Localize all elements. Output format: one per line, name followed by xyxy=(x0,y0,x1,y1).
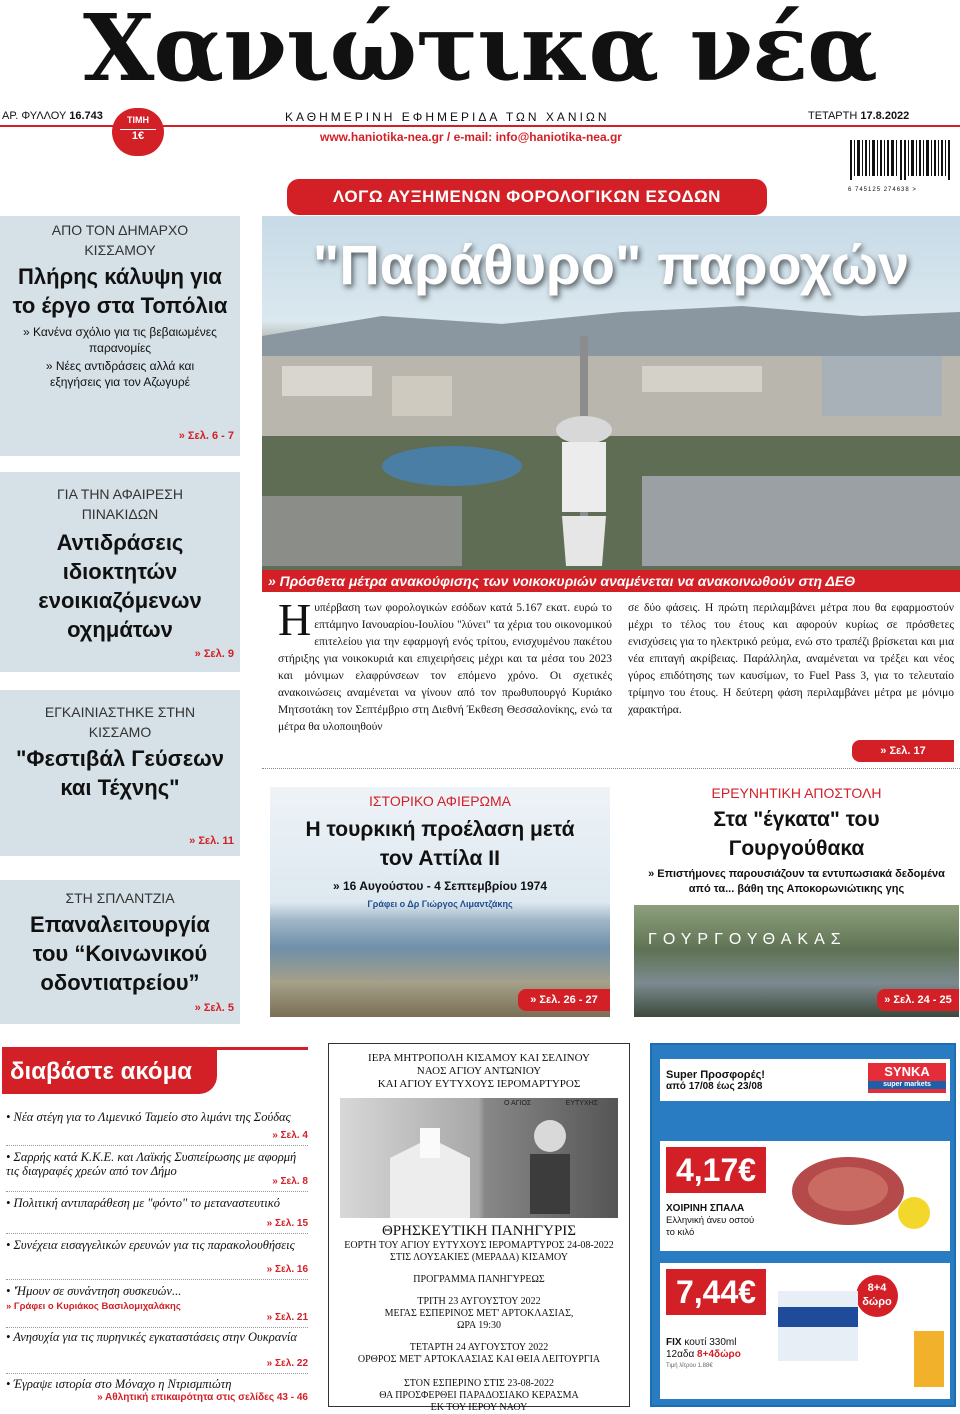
side-headline: Πλήρης κάλυψη για το έργο στα Τοπόλια xyxy=(12,264,228,318)
offer-deal: 8+4δώρο xyxy=(697,1349,741,1360)
expedition-banner: ΓΟΥΡΓΟΥΘΑΚΑΣ xyxy=(648,931,847,948)
more-item-page[interactable]: » Σελ. 21 xyxy=(266,1312,308,1323)
more-item-page[interactable]: » Σελ. 8 xyxy=(272,1176,308,1187)
side-bullet: » Κανένα σχόλιο για τις βεβαιωμένες παρανομίες xyxy=(23,325,217,355)
icon-caption: ΕΥΤΥΧΗΣ xyxy=(565,1100,598,1107)
more-item[interactable] xyxy=(6,1284,308,1328)
side-headline: Αντιδράσεις ιδιοκτητών ενοικιαζόμενων οχημάτων xyxy=(38,530,202,642)
barcode-icon xyxy=(848,140,956,182)
church-line: ΤΕΤΑΡΤΗ 24 ΑΥΓΟΥΣΤΟΥ 2022 xyxy=(409,1342,549,1353)
church-line: ΣΤΙΣ ΛΟΥΣΑΚΙΕΣ (ΜΕΡΑΔΑ) ΚΙΣΑΜΟΥ xyxy=(390,1252,568,1263)
side-story-1[interactable] xyxy=(0,216,240,456)
side-page-ref[interactable]: » Σελ. 9 xyxy=(194,648,234,660)
church-program xyxy=(328,1222,630,1414)
side-story-3[interactable] xyxy=(0,690,240,856)
more-item-text: • Σαρρής κατά Κ.Κ.Ε. και Λαϊκής Συσπείρωσης με αφορμή τις διαγραφές χρεών από τον Δήμο xyxy=(6,1150,297,1178)
side-kicker: ΓΙΑ ΤΗΝ ΑΦΑΙΡΕΣΗ ΠΙΝΑΚΙΔΩΝ xyxy=(56,486,184,522)
more-item-text: • Νέα στέγη για το Λιμενικό Ταμείο στο λιμάνι της Σούδας xyxy=(6,1110,291,1124)
history-kicker: ΙΣΤΟΡΙΚΟ ΑΦΙΕΡΩΜΑ xyxy=(368,793,511,809)
lead-text-col1 xyxy=(278,594,612,750)
more-item-page[interactable]: » Σελ. 4 xyxy=(272,1130,308,1141)
more-item-page[interactable]: » Σελ. 22 xyxy=(266,1358,308,1369)
history-dates: » 16 Αυγούστου - 4 Σεπτεμβρίου 1974 xyxy=(332,879,547,893)
pork-shoulder-icon xyxy=(788,1151,938,1241)
church-title: ΘΡΗΣΚΕΥΤΙΚΗ ΠΑΝΗΓΥΡΙΣ xyxy=(381,1223,577,1239)
more-item[interactable] xyxy=(6,1196,308,1234)
synka-ad xyxy=(650,1043,956,1407)
offer-pack: 12αδα xyxy=(666,1349,695,1360)
barcode xyxy=(848,140,956,194)
church-line: ΣΤΟΝ ΕΣΠΕΡΙΝΟ ΣΤΙΣ 23-08-2022 xyxy=(403,1378,555,1389)
issue-number: ΑΡ. ΦΥΛΛΟΥ 16.743 xyxy=(2,110,103,122)
offer-desc: κουτί 330ml xyxy=(684,1337,737,1348)
expedition-kicker: ΕΡΕΥΝΗΤΙΚΗ ΑΠΟΣΤΟΛΗ xyxy=(711,785,882,801)
side-headline: "Φεστιβάλ Γεύσεων και Τέχνης" xyxy=(16,746,224,800)
expedition-photo xyxy=(634,905,959,1017)
more-item[interactable] xyxy=(6,1377,308,1407)
offer-2 xyxy=(660,1263,950,1399)
offer-1 xyxy=(660,1141,950,1251)
tagline: ΚΑΘΗΜΕΡΙΝΗ ΕΦΗΜΕΡΙΔΑ ΤΩΝ ΧΑΝΙΩΝ xyxy=(285,110,610,124)
website-line[interactable]: www.haniotika-nea.gr / e-mail: info@haniotika-nea.gr xyxy=(320,130,622,144)
offer-fine: Τιμή λίτρου 1.88€ xyxy=(666,1363,713,1369)
church-line: ΟΡΘΡΟΣ ΜΕΤ' ΑΡΤΟΚΛΑΣΙΑΣ ΚΑΙ ΘΕΙΑ ΛΕΙΤΟΥΡΓΙΑ xyxy=(357,1354,601,1365)
side-page-ref[interactable]: » Σελ. 5 xyxy=(194,1002,234,1014)
church-line: ΚΑΙ ΑΓΙΟΥ ΕΥΤΥΧΟΥΣ ΙΕΡΟΜΑΡΤΥΡΟΣ xyxy=(377,1078,581,1090)
side-story-4[interactable] xyxy=(0,880,240,1024)
offer-name: FIX xyxy=(666,1337,682,1348)
divider xyxy=(262,768,960,769)
lead-page-ref[interactable]: » Σελ. 17 xyxy=(852,740,954,762)
side-page-ref[interactable]: » Σελ. 11 xyxy=(189,835,234,847)
side-kicker: ΕΓΚΑΙΝΙΑΣΤΗΚΕ ΣΤΗΝ ΚΙΣΣΑΜΟ xyxy=(44,704,196,740)
church-line: ΙΕΡΑ ΜΗΤΡΟΠΟΛΗ ΚΙΣΑΜΟΥ ΚΑΙ ΣΕΛΙΝΟΥ xyxy=(368,1052,590,1064)
lead-body-1: υπέρβαση των φορολογικών εσόδων κατά 5.167 εκατ. ευρώ το επτάμηνο Ιανουαρίου-Ιουλίου "λύνει" τα χέρια του οικονομικού επιτελείου για την εφαρμογή ενός τρίτου, ενισχυμένου πακέτου στήριξης για νοικοκυριά και επιχειρήσεις μέχρι και τα μέσα του 2023 και μόνιμων ελαφρύνσεων τον επόμενο χρόνο. Οι σχετικές ανακοινώσεις αναμένεται να γίνουν από τον πρωθυπουργό Κυριάκο Μητσοτάκη τον Σεπτέμβριο στη Διεθνή Έκθεση Θεσσαλονίκης, ενώ τα μέτρα θα υλοποιηθούν xyxy=(278,602,612,733)
side-bullet: » Νέες αντιδράσεις αλλά και εξηγήσεις για τον Αζωγυρέ xyxy=(45,359,195,389)
more-item-author: » Γράφει ο Κυριάκος Βασιλομιχαλάκης xyxy=(6,1301,181,1312)
side-page-ref[interactable]: » Σελ. 6 - 7 xyxy=(178,430,234,442)
masthead-rule xyxy=(0,125,960,127)
more-item-page[interactable]: » Αθλητική επικαιρότητα στις σελίδες 43 - 46 xyxy=(97,1392,308,1403)
church-line: ΕΟΡΤΗ ΤΟΥ ΑΓΙΟΥ ΕΥΤΥΧΟΥΣ ΙΕΡΟΜΑΡΤΥΡΟΣ 24-08-2022 xyxy=(344,1240,614,1251)
lead-subheadline: » Πρόσθετα μέτρα ανακούφισης των νοικοκυριών αναμένεται να ανακοινωθούν στη ΔΕΘ xyxy=(262,570,960,592)
expedition-sub: » Επιστήμονες παρουσιάζουν τα εντυπωσιακά δεδομένα από τα... βάθη της Αποκορωνιώτικης γης xyxy=(648,868,945,895)
more-item-page[interactable]: » Σελ. 15 xyxy=(266,1218,308,1229)
synka-period: από 17/08 έως 23/08 xyxy=(666,1081,763,1092)
side-kicker: ΑΠΟ ΤΟΝ ΔΗΜΑΡΧΟ ΚΙΣΣΑΜΟΥ xyxy=(51,222,189,258)
issue-date: ΤΕΤΑΡΤΗ 17.8.2022 xyxy=(808,110,910,122)
more-item[interactable] xyxy=(6,1238,308,1280)
church-line: ΩΡΑ 19:30 xyxy=(456,1320,502,1331)
lead-headline: "Παράθυρο" παροχών xyxy=(312,233,910,296)
offer-desc: Ελληνική άνευ οστού xyxy=(666,1215,755,1226)
more-item-page[interactable]: » Σελ. 16 xyxy=(266,1264,308,1275)
beer-pack-icon xyxy=(778,1271,948,1391)
more-title: διαβάστε ακόμα xyxy=(2,1050,217,1094)
masthead-title: Χανιώτικα νέα xyxy=(83,0,877,102)
church-icon xyxy=(340,1098,618,1218)
more-item-text: • Ανησυχία για τις πυρηνικές εγκαταστάσεις στην Ουκρανία xyxy=(6,1330,297,1344)
history-page-ref[interactable]: » Σελ. 26 - 27 xyxy=(518,989,610,1011)
offer-price: 7,44€ xyxy=(666,1269,766,1315)
drop-cap: Η xyxy=(278,594,312,645)
more-item-text: • 'Ήμουν σε συνάντηση συσκευών... xyxy=(6,1284,182,1298)
church-line: ΠΡΟΓΡΑΜΜΑ ΠΑΝΗΓΥΡΕΩΣ xyxy=(413,1274,545,1285)
expedition-headline: Στα "έγκατα" του Γουργούθακα xyxy=(713,808,880,860)
history-headline: Η τουρκική προέλαση μετά τον Αττίλα ΙΙ xyxy=(305,818,575,870)
lead-kicker: ΛΟΓΩ ΑΥΞΗΜΕΝΩΝ ΦΟΡΟΛΟΓΙΚΩΝ ΕΣΟΔΩΝ xyxy=(287,179,767,215)
church-image xyxy=(340,1098,618,1218)
church-line: ΕΚ ΤΟΥ ΙΕΡΟΥ ΝΑΟΥ xyxy=(430,1402,528,1413)
synka-title: Super Προσφορές! xyxy=(666,1069,765,1081)
church-line: ΘΑ ΠΡΟΣΦΕΡΘΕΙ ΠΑΡΑΔΟΣΙΑΚΟ ΚΕΡΑΣΜΑ xyxy=(379,1390,579,1401)
church-line: ΜΕΓΑΣ ΕΣΠΕΡΙΝΟΣ ΜΕΤ' ΑΡΤΟΚΛΑΣΙΑΣ, xyxy=(384,1308,574,1319)
synka-logo: SYNKA super markets xyxy=(868,1063,946,1093)
barcode-number: 6 745125 274638 > xyxy=(848,187,917,193)
church-line: ΝΑΟΣ ΑΓΙΟΥ ΑΝΤΩΝΙΟΥ xyxy=(416,1065,542,1077)
offer-unit: το κιλό xyxy=(666,1227,695,1238)
icon-caption: Ο ΑΓΙΟΣ xyxy=(504,1100,532,1107)
more-item[interactable] xyxy=(6,1330,308,1374)
lead-text-col2: σε δύο φάσεις. Η πρώτη περιλαμβάνει μέτρα που θα εφαρμοστούν μέχρι το τέλος του έτους και αφορούν κυρίως σε πρόσθετες ενισχύσεις για το ηλεκτρικό ρεύμα, ενώ στο τραπέζι βρίσκεται και μια νέα επιταγή ακρίβειας. Παράλληλα, αναμένεται να τρέξει και νέος γύρος επιδότησης των καυσίμων, το Fuel Pass 3, για το τελευταίο τρίμηνο του έτους. Η δεύτερη φάση περιλαμβάνει μέτρα με μόνιμο χαρακτήρα. xyxy=(628,602,954,716)
more-item-text: • Συνέχεια εισαγγελικών ερευνών για τις παρακολουθήσεις xyxy=(6,1238,295,1252)
more-item[interactable] xyxy=(6,1150,308,1192)
church-line: ΤΡΙΤΗ 23 ΑΥΓΟΥΣΤΟΥ 2022 xyxy=(417,1296,541,1307)
synka-header xyxy=(660,1059,950,1101)
history-author: Γράφει ο Δρ Γιώργος Λιμαντζάκης xyxy=(367,899,513,909)
more-item-text: • Έγραψε ιστορία στο Μόναχο η Ντρισμπιώτη xyxy=(6,1377,232,1391)
history-story[interactable] xyxy=(270,787,610,1017)
offer-price: 4,17€ xyxy=(666,1147,766,1193)
price-badge: ΤΙΜΗ 1€ xyxy=(112,108,164,156)
side-story-2[interactable] xyxy=(0,472,240,672)
side-headline: Επαναλειτουργία του “Κοινωνικού οδοντιατρείου” xyxy=(30,912,210,995)
offer-badge: 8+4 δώρο xyxy=(856,1275,898,1317)
offer-name: ΧΟΙΡΙΝΗ ΣΠΑΛΑ xyxy=(666,1203,745,1214)
more-item[interactable] xyxy=(6,1110,308,1146)
expedition-page-ref[interactable]: » Σελ. 24 - 25 xyxy=(877,989,959,1011)
side-kicker: ΣΤΗ ΣΠΛΑΝΤΖΙΑ xyxy=(65,890,175,906)
more-item-text: • Πολιτική αντιπαράθεση με "φόντο" το μεταναστευτικό xyxy=(6,1196,281,1210)
